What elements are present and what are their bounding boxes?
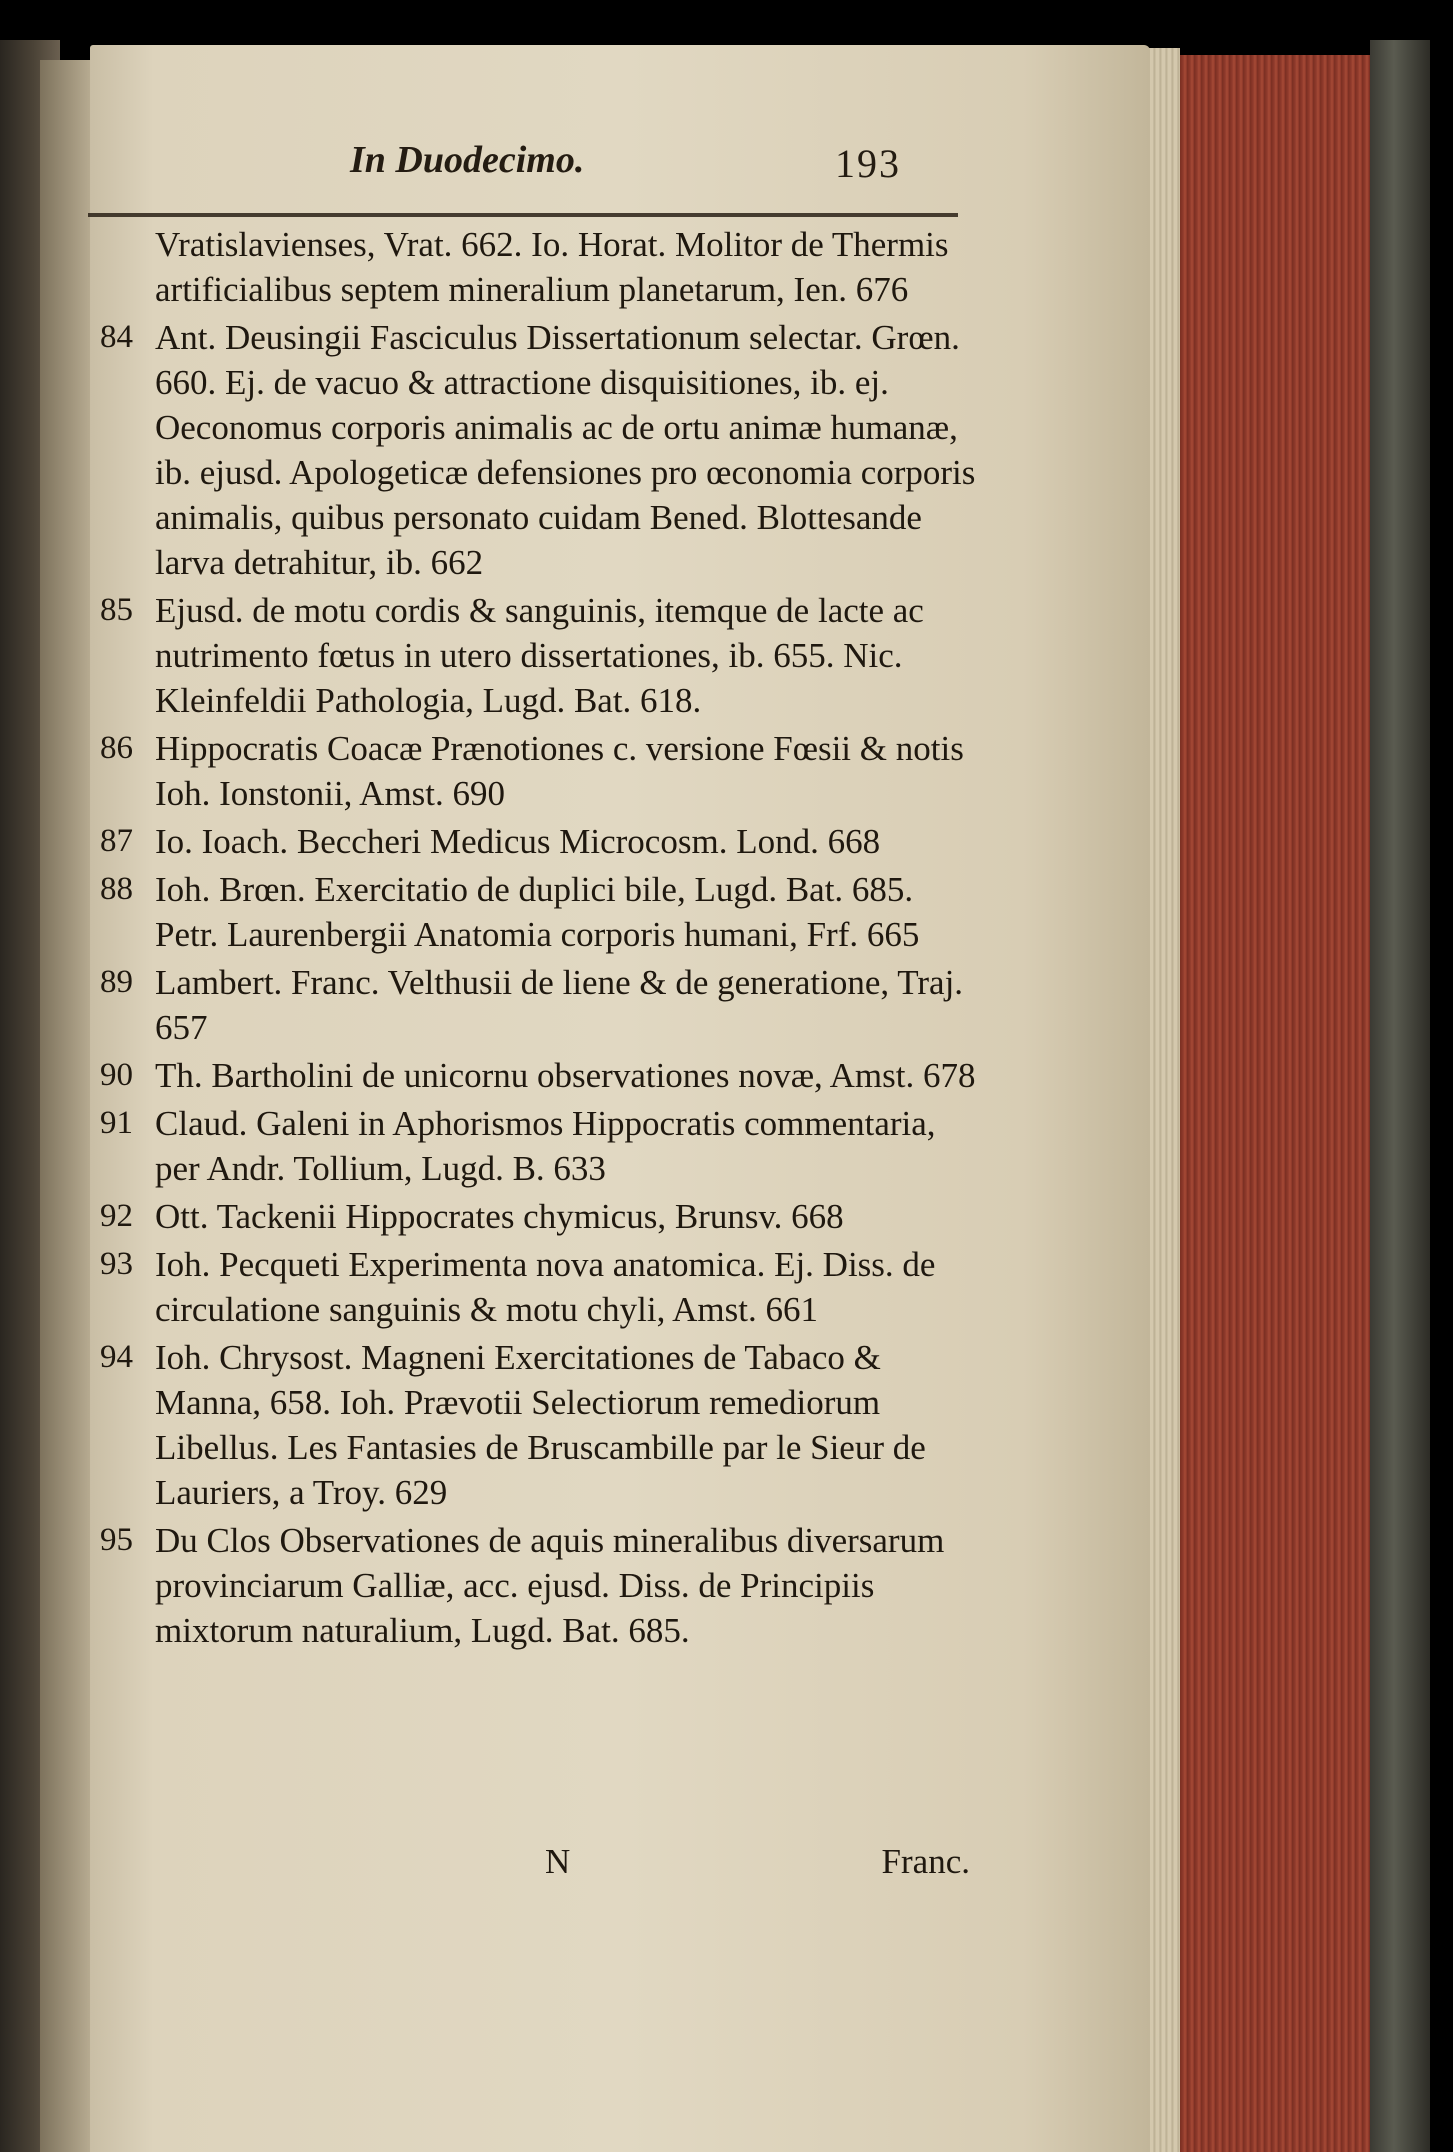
catalogue-entry <box>100 1518 980 1653</box>
entry-text: Hippocratis Coacæ Prænotiones c. versione Fœsii & notis Ioh. Ionstonii, Amst. 690 <box>155 729 964 813</box>
entry-text: Claud. Galeni in Aphorismos Hippocratis commentaria, per Andr. Tollium, Lugd. B. 633 <box>155 1104 936 1188</box>
catalogue-entry <box>100 819 980 864</box>
entry-number: 84 <box>100 319 133 355</box>
entry-text: Ioh. Chrysost. Magneni Exercitationes de Tabaco & Manna, 658. Ioh. Prævotii Selectiorum remediorum Libellus. Les Fantasies de Bruscambille par le Sieur de Lauriers, a Troy. 629 <box>155 1338 926 1512</box>
entry-number: 88 <box>100 871 133 907</box>
catalogue-entry <box>100 726 980 816</box>
back-cover <box>1370 40 1430 2152</box>
catalogue-entry <box>100 1101 980 1191</box>
entry-number: 95 <box>100 1522 133 1558</box>
catalogue-entries <box>100 222 980 1653</box>
page-footer <box>160 1842 970 1892</box>
catalogue-entry <box>100 867 980 957</box>
catalogue-entry <box>100 588 980 723</box>
catalogue-entry <box>100 315 980 585</box>
entry-number: 94 <box>100 1339 133 1375</box>
entry-text: Ott. Tackenii Hippocrates chymicus, Brunsv. 668 <box>155 1197 844 1236</box>
entry-text: Lambert. Franc. Velthusii de liene & de generatione, Traj. 657 <box>155 963 964 1047</box>
entry-text: Io. Ioach. Beccheri Medicus Microcosm. Lond. 668 <box>155 822 881 861</box>
page-number: 193 <box>835 141 901 186</box>
catalogue-entry <box>100 222 980 312</box>
catalogue-entry <box>100 1053 980 1098</box>
entry-number: 85 <box>100 592 133 628</box>
entry-text: Ant. Deusingii Fasciculus Dissertationum selectar. Grœn. 660. Ej. de vacuo & attractione disquisitiones, ib. ej. Oeconomus corporis animalis ac de ortu animæ humanæ, ib. ejusd. Apologeticæ defensiones pro œconomia corporis animalis, quibus personato cuidam Bened. Blottesande larva detrahitur, ib. 662 <box>155 318 976 582</box>
catalogue-entry <box>100 960 980 1050</box>
entry-number: 89 <box>100 964 133 1000</box>
running-head: In Duodecimo. <box>350 139 585 181</box>
entry-number: 93 <box>100 1246 133 1282</box>
head-rule <box>88 213 958 217</box>
red-page-edges <box>1180 55 1375 2152</box>
catalogue-entry <box>100 1242 980 1332</box>
entry-text: Ejusd. de motu cordis & sanguinis, itemque de lacte ac nutrimento fœtus in utero dissertationes, ib. 655. Nic. Kleinfeldii Pathologia, Lugd. Bat. 618. <box>155 591 924 720</box>
entry-number: 86 <box>100 730 133 766</box>
entry-number: 87 <box>100 823 133 859</box>
signature-mark: N <box>545 1842 571 1881</box>
entry-text: Ioh. Brœn. Exercitatio de duplici bile, Lugd. Bat. 685. Petr. Laurenbergii Anatomia corporis humani, Frf. 665 <box>155 870 920 954</box>
catalogue-entry <box>100 1194 980 1239</box>
entry-text: Vratislavienses, Vrat. 662. Io. Horat. Molitor de Thermis artificialibus septem mineralium planetarum, Ien. 676 <box>155 225 949 309</box>
catalogue-entry <box>100 1335 980 1515</box>
entry-number: 90 <box>100 1057 133 1093</box>
entry-text: Du Clos Observationes de aquis mineralibus diversarum provinciarum Galliæ, acc. ejusd. Diss. de Principiis mixtorum naturalium, Lugd. Bat. 685. <box>155 1521 945 1650</box>
entry-text: Th. Bartholini de unicornu observationes novæ, Amst. 678 <box>155 1056 976 1095</box>
entry-number: 91 <box>100 1105 133 1141</box>
catchword: Franc. <box>881 1842 970 1881</box>
entry-text: Ioh. Pecqueti Experimenta nova anatomica. Ej. Diss. de circulatione sanguinis & motu chyli, Amst. 661 <box>155 1245 936 1329</box>
entry-number: 92 <box>100 1198 133 1234</box>
